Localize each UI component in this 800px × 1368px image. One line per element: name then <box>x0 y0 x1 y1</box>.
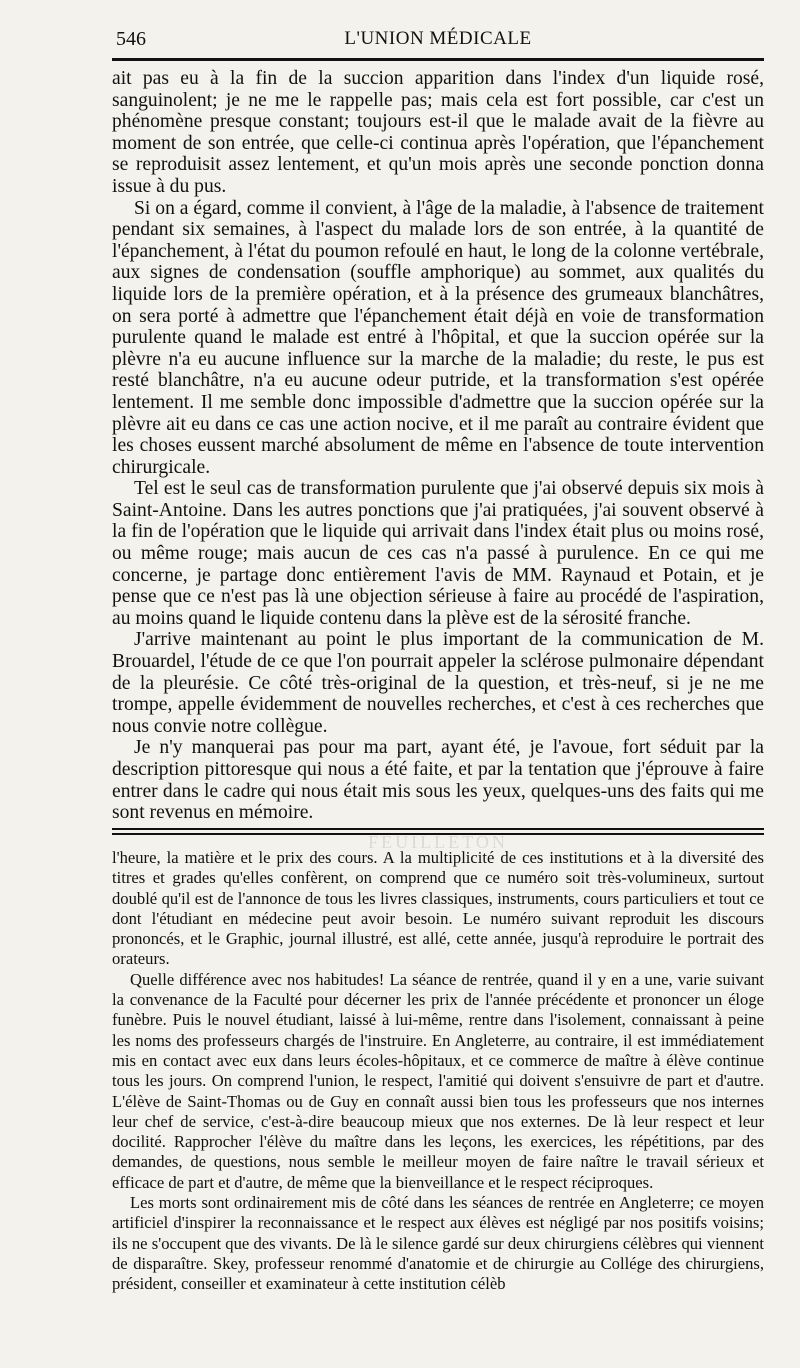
article-paragraph: Si on a égard, comme il convient, à l'âge de la maladie, à l'absence de traitement pendant six semaines, à l'aspect du malade lors de son entrée, à la quantité de l'épanchement, à l'état du poumon refoulé en haut, le long de la colonne vertébrale, aux signes de condensation (souffle amphorique) au sommet, aux qualités du liquide lors de la première opération, et à la présence des grumeaux blanchâtres, on sera porté à admettre que l'épanchement était déjà en voie de transformation purulente quand le malade est entré à l'hôpital, et que la succion opérée sur la plèvre n'a eu aucune influence sur la marche de la maladie; du reste, le pus est resté blanchâtre, n'a eu aucune odeur putride, et la transformation s'est opérée lentement. Il me semble donc impossible d'admettre que la succion opérée sur la plèvre ait eu dans ce cas une action nocive, et il me paraît au contraire évident que les choses eussent marché absolument de même en l'absence de toute intervention chirurgicale. <box>112 197 764 478</box>
running-title: L'UNION MÉDICALE <box>344 28 532 49</box>
article-paragraph: ait pas eu à la fin de la succion apparition dans l'index d'un liquide rosé, sanguinolent; je ne me le rappelle pas; mais cela est fort possible, car c'est un phénomène presque constant; toujours est-il que le malade avait de la fièvre au moment de son entrée, que celle-ci continua après l'opération, que l'épanchement se reproduisit assez lentement, et qu'un mois après une seconde ponction donna issue à du pus. <box>112 68 764 197</box>
feuilleton-paragraph: Les morts sont ordinairement mis de côté dans les séances de rentrée en Angleterre; ce moyen artificiel d'inspirer la reconnaissance et le respect aux élèves est négligé par nos positifs voisins; ils ne s'occupent que des vivants. De là le silence gardé sur deux chirurgiens célèbres qui viennent de disparaître. Skey, professeur renommé d'anatomie et de chirurgie au Collége des chirurgiens, président, conseiller et examinateur à cette institution célèb <box>112 1193 764 1294</box>
article-paragraph: Tel est le seul cas de transformation purulente que j'ai observé depuis six mois à Saint-Antoine. Dans les autres ponctions que j'ai pratiquées, j'ai souvent observé à la fin de l'opération que le liquide qui arrivait dans l'index était plus ou moins rosé, ou même rouge; mais aucun de ces cas n'a passé à purulence. En ce qui me concerne, je partage donc entièrement l'avis de MM. Raynaud et Potain, et je pense que ce n'est pas là une objection sérieuse à faire au procédé de l'aspiration, au moins quand le liquide contenu dans la plève est de la sérosité franche. <box>112 478 764 629</box>
feuilleton-paragraph: l'heure, la matière et le prix des cours. A la multiplicité de ces institutions et à la diversité des titres et grades qu'elles confèrent, on comprend que ce numéro soit très-volumineux, surtout doublé qu'il est de l'annonce de tous les livres classiques, instruments, cours particuliers et tout ce dont l'étudiant en médecine peut avoir besoin. Le numéro suivant reproduit les discours prononcés, et le Graphic, journal illustré, est allé, cette année, jusqu'à reproduire le portrait des orateurs. <box>112 848 764 969</box>
page-header <box>112 24 764 60</box>
feuilleton-paragraph: Quelle différence avec nos habitudes! La séance de rentrée, quand il y en a une, varie suivant la convenance de la Faculté pour décerner les prix de l'année précédente et prononcer un éloge funèbre. Puis le nouvel étudiant, laissé à lui-même, rentre dans l'isolement, connaissant à peine les noms des professeurs chargés de l'instruire. En Angleterre, au contraire, il est immédiatement mis en contact avec eux dans leurs écoles-hôpitaux, et ce commerce de maître à élève continue tous les jours. On comprend l'union, le respect, l'amitié qui doivent s'ensuivre de part et d'autre. L'élève de Saint-Thomas ou de Guy en connaît aussi bien tous les professeurs que nos internes leur chef de service, c'est-à-dire beaucoup mieux que nos externes. De là leur respect et leur docilité. Rapprocher l'élève du maître dans les leçons, les exercices, les répétitions, par des demandes, de questions, nous semble le meilleur moyen de faire naître le travail sérieux et efficace de part et d'autre, de même que la bienveillance et le respect réciproques. <box>112 969 764 1192</box>
article-paragraph: Je n'y manquerai pas pour ma part, ayant été, je l'avoue, fort séduit par la description pittoresque qui nous a été faite, et par la tentation que j'éprouve à faire entrer dans le cadre qui nous était mis sous les yeux, quelques-uns des faits qui me sont revenus en mémoire. <box>112 737 764 824</box>
header-rule <box>112 58 764 61</box>
feuilleton-column <box>112 848 764 1295</box>
page-number: 546 <box>116 28 146 50</box>
main-article <box>112 68 764 824</box>
article-paragraph: J'arrive maintenant au point le plus important de la communication de M. Brouardel, l'étude de ce que l'on pourrait appeler la sclérose pulmonaire dépendant de la pleurésie. Ce côté très-original de la question, et très-neuf, si je ne me trompe, appelle évidemment de nouvelles recherches, et c'est à ces recherches que nous convie notre collègue. <box>112 629 764 737</box>
feuilleton-label: FEUILLETON <box>368 832 508 852</box>
